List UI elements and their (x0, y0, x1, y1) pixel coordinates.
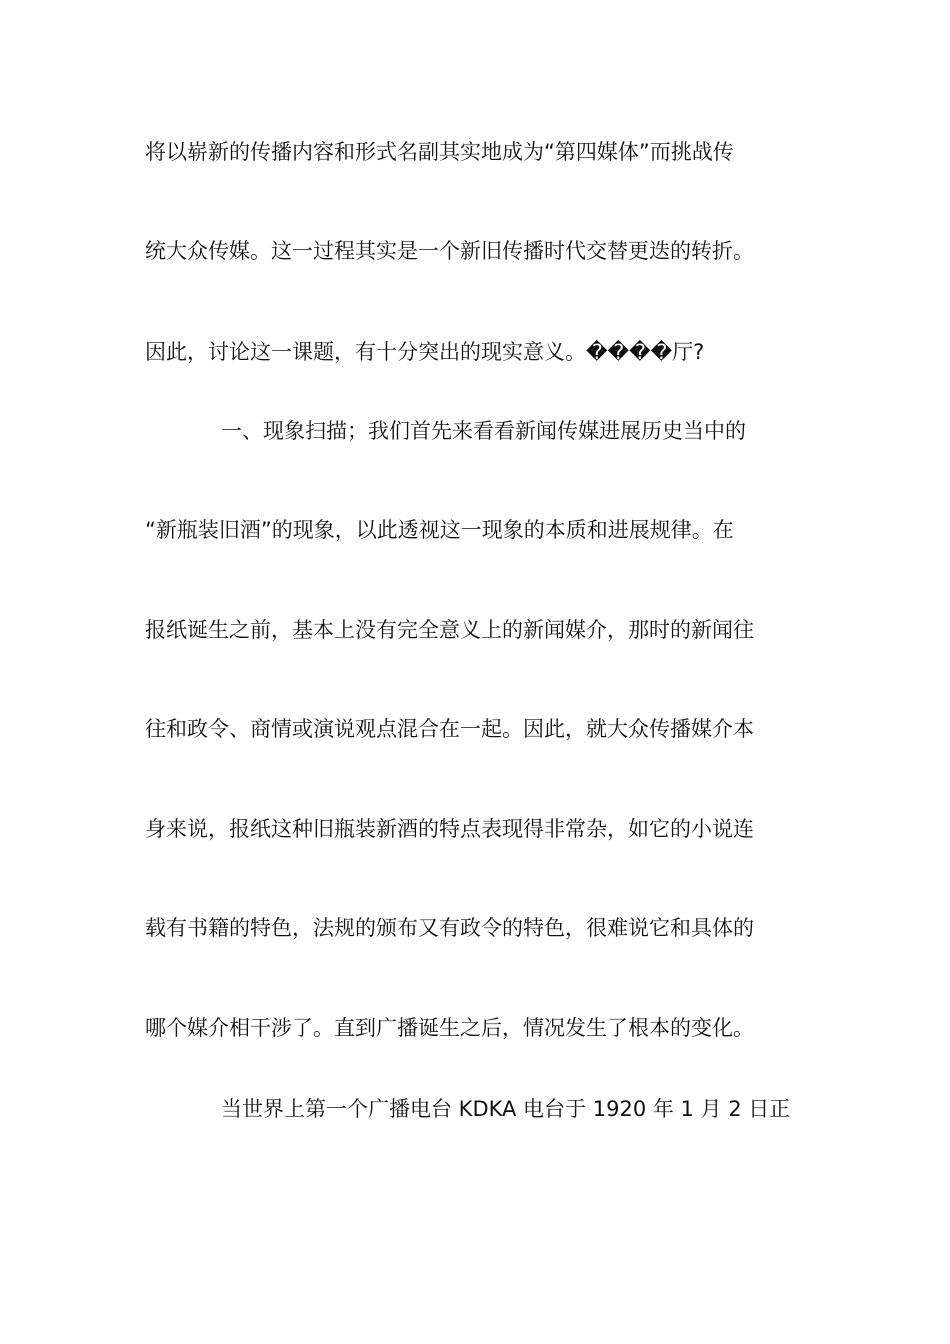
text-line: 因此，讨论这一课题，有十分突出的现实意义。����厅? (145, 340, 705, 364)
text-line: 将以崭新的传播内容和形式名副其实地成为“第四媒体”而挑战传 (145, 140, 734, 164)
text-line: 哪个媒介相干涉了。直到广播诞生之后，情况发生了根本的变化。 (145, 1016, 754, 1040)
paragraph-start-line: 当世界上第一个广播电台 KDKA 电台于 1920 年 1 月 2 日正 (221, 1097, 791, 1121)
text-line: “新瓶装旧酒”的现象，以此透视这一现象的本质和进展规律。在 (145, 518, 734, 542)
text-line: 统大众传媒。这一过程其实是一个新旧传播时代交替更迭的转折。 (145, 239, 754, 263)
text-line: 身来说，报纸这种旧瓶装新酒的特点表现得非常杂，如它的小说连 (145, 817, 754, 841)
text-line: 往和政令、商情或演说观点混合在一起。因此，就大众传播媒介本 (145, 717, 754, 741)
paragraph-start-line: 一、现象扫描；我们首先来看看新闻传媒进展历史当中的 (221, 419, 746, 443)
text-line: 载有书籍的特色，法规的颁布又有政令的特色，很难说它和具体的 (145, 916, 754, 940)
text-line: 报纸诞生之前，基本上没有完全意义上的新闻媒介，那时的新闻往 (145, 618, 754, 642)
